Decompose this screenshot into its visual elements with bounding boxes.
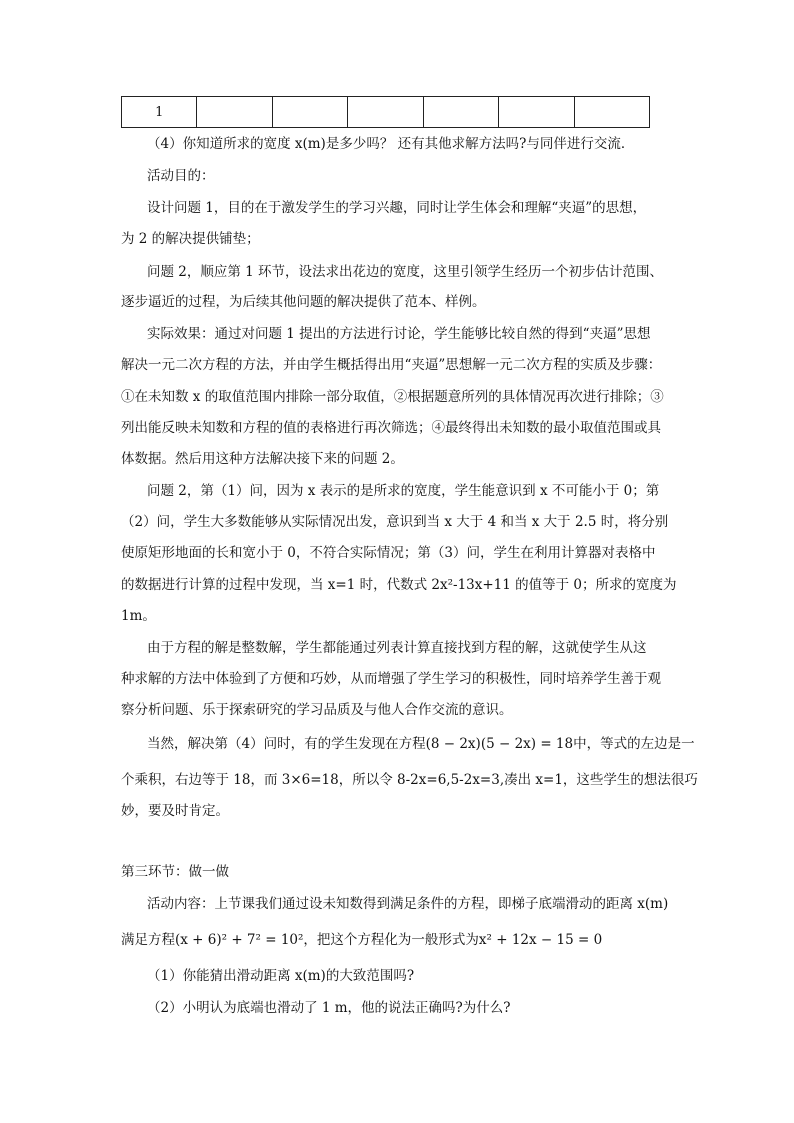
equation: (8 − 2x)(5 − 2x) = 18 <box>425 736 574 752</box>
effect-paragraph-line: 实际效果：通过对问题 1 提出的方法进行讨论，学生能够比较自然的得到“夹逼”思想 <box>147 326 651 342</box>
sub-question-1: （1）你能猜出滑动距离 x(m)的大致范围吗? <box>147 968 415 984</box>
question-4-paragraph-line: 妙，要及时肯定。 <box>121 803 229 819</box>
table-row <box>122 97 650 128</box>
effect-paragraph-line: 列出能反映未知数和方程的值的表格进行再次筛选；④最终得出未知数的最小取值范围或具 <box>121 420 661 436</box>
purpose-paragraph-line: 为 2 的解决提供铺垫； <box>121 231 260 247</box>
sub-question-2: （2）小明认为底端也滑动了 1 m，他的说法正确吗?为什么? <box>147 1000 511 1016</box>
question-2-paragraph-line: 问题 2，第（1）问，因为 x 表示的是所求的宽度，学生能意识到 x 不可能小于 0；第 <box>147 483 660 499</box>
purpose-paragraph-line: 逐步逼近的过程，为后续其他问题的解决提供了范本、样例。 <box>121 294 486 310</box>
effect-paragraph-line: 解决一元二次方程的方法，并由学生概括得出用“夹逼”思想解一元二次方程的实质及步骤： <box>121 357 662 373</box>
text-run: 满足方程 <box>121 932 175 948</box>
question-2-paragraph-line: 的数据进行计算的过程中发现，当 x=1 时，代数式 2x²-13x+11 的值等于 0；所求的宽度为 <box>121 577 677 593</box>
question-4-paragraph-line: 个乘积，右边等于 18，而 3×6=18，所以令 8-2x=6,5-2x=3,凑出 x=1，这些学生的想法很巧 <box>121 772 698 788</box>
activity-purpose-heading: 活动目的： <box>147 168 215 184</box>
table-cell <box>574 97 649 128</box>
table-cell: 1 <box>122 97 197 128</box>
table-cell <box>499 97 574 128</box>
integer-solution-paragraph-line: 种求解的方法中体验到了方便和巧妙，从而增强了学生学习的积极性，同时培养学生善于观 <box>121 671 661 687</box>
value-table <box>121 96 650 128</box>
question-4-text: （4）你知道所求的宽度 x(m)是多少吗？ 还有其他求解方法吗?与同伴进行交流． <box>147 136 635 152</box>
equation: x² + 12x − 15 = 0 <box>478 932 603 948</box>
question-2-paragraph-line: 使原矩形地面的长和宽小于 0，不符合实际情况；第（3）问，学生在利用计算器对表格中 <box>121 545 656 561</box>
equation: (x + 6)² + 7² = 10² <box>175 932 304 948</box>
purpose-paragraph-line: 问题 2，顺应第 1 环节，设法求出花边的宽度，这里引领学生经历一个初步估计范围、 <box>147 264 664 280</box>
activity-content-line: 活动内容：上节课我们通过设未知数得到满足条件的方程，即梯子底端滑动的距离 x(m) <box>147 896 669 912</box>
question-2-paragraph-line: （2）问，学生大多数能够从实际情况出发，意识到当 x 大于 4 和当 x 大于 2.5 时，将分别 <box>121 514 669 530</box>
table-cell <box>348 97 423 128</box>
table-cell <box>272 97 347 128</box>
activity-content-line <box>121 930 681 950</box>
question-4-paragraph-line <box>147 734 707 754</box>
table-cell <box>197 97 272 128</box>
purpose-paragraph-line: 设计问题 1，目的在于激发学生的学习兴趣，同时让学生体会和理解“夹逼”的思想， <box>147 200 647 216</box>
section-3-heading: 第三环节：做一做 <box>121 864 229 880</box>
table-cell <box>423 97 498 128</box>
effect-paragraph-line: 体数据。然后用这种方法解决接下来的问题 2。 <box>121 451 404 467</box>
effect-paragraph-line: ①在未知数 x 的取值范围内排除一部分取值，②根据题意所列的具体情况再次进行排除；③ <box>121 389 664 405</box>
integer-solution-paragraph-line: 由于方程的解是整数解，学生都能通过列表计算直接找到方程的解，这就使学生从这 <box>147 640 647 656</box>
question-2-paragraph-line: 1m。 <box>121 608 156 624</box>
text-run: 中，等式的左边是一 <box>573 736 695 752</box>
text-run: ，把这个方程化为一般形式为 <box>303 932 479 948</box>
integer-solution-paragraph-line: 察分析问题、乐于探索研究的学习品质及与他人合作交流的意识。 <box>121 702 513 718</box>
text-run: 当然，解决第（4）问时，有的学生发现在方程 <box>147 736 426 752</box>
